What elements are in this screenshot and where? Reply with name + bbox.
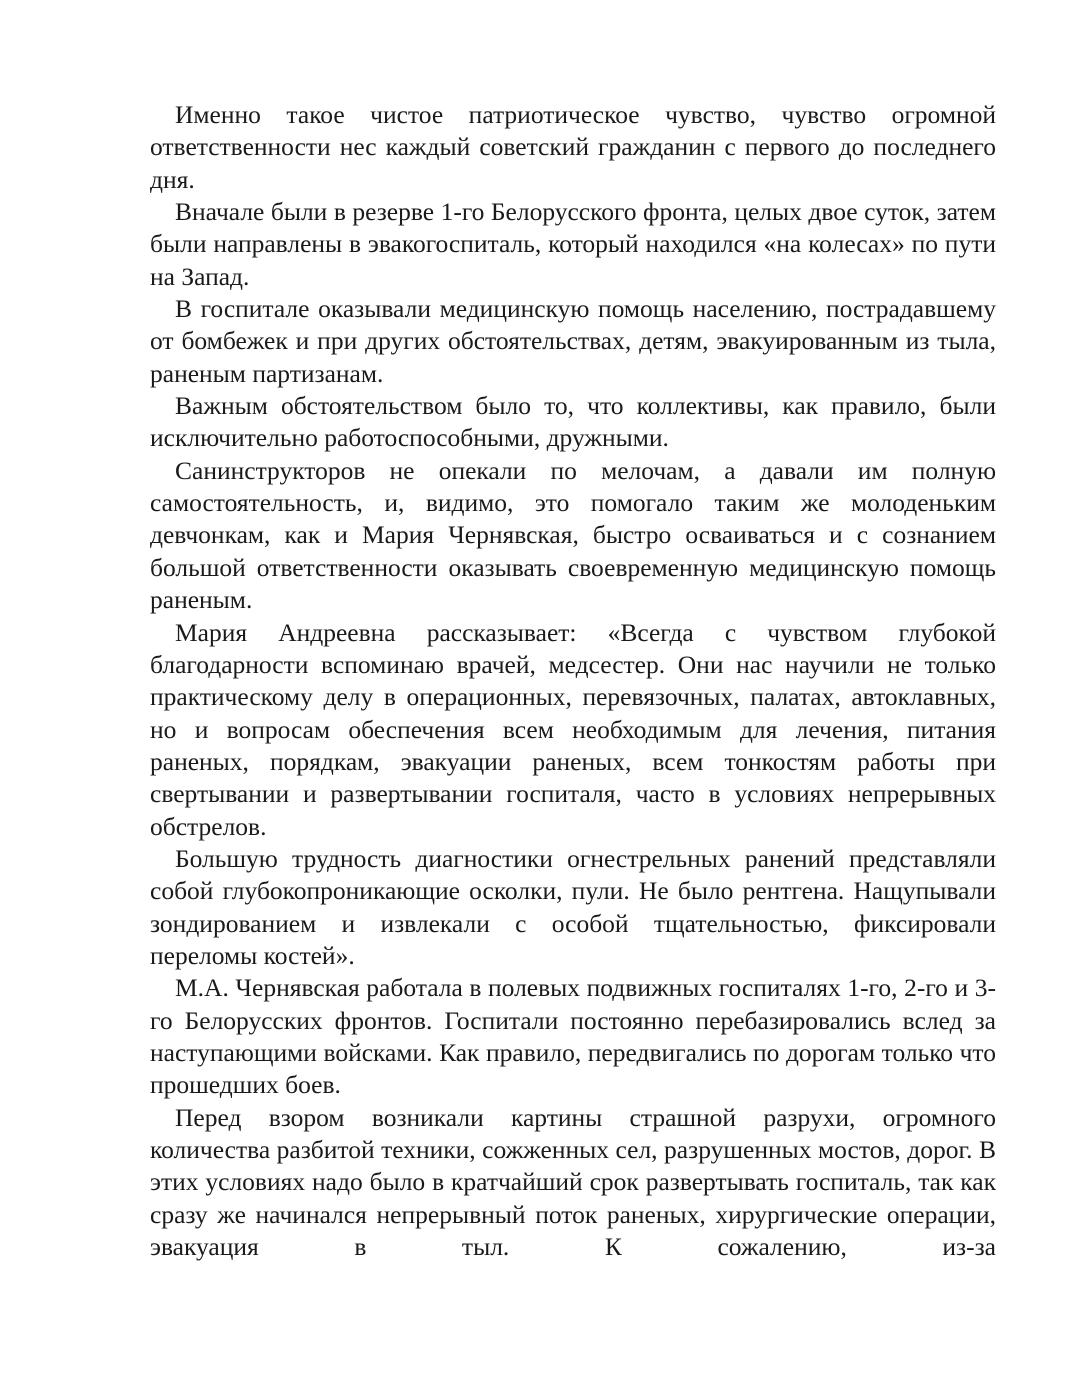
paragraph-8: М.А. Чернявская работала в полевых подвижных госпиталях 1-го, 2-го и 3-го Белорусских фронтов. Госпитали постоянно перебазировались вслед за наступающими войсками. Как правило, передвигались по дорогам только что прошедших боев.: [150, 973, 996, 1100]
paragraph-2: Вначале были в резерве 1-го Белорусского фронта, целых двое суток, затем были направлены в эвакогоспиталь, который находился «на колесах» по пути на Запад.: [150, 197, 996, 291]
paragraph-7: Большую трудность диагностики огнестрельных ранений представляли собой глубокопроникающие осколки, пули. Не было рентгена. Нащупывали зондированием и извлекали с особой тщательностью, фиксировали переломы костей».: [150, 843, 996, 970]
paragraph-1: Именно такое чистое патриотическое чувство, чувство огромной ответственности нес каждый советский гражданин с первого до последнего дня.: [150, 100, 996, 194]
paragraph-5: Санинструкторов не опекали по мелочам, а давали им полную самостоятельность, и, видимо, это помогало таким же молоденьким девчонкам, как и Мария Чернявская, быстро осваиваться и с сознанием большой ответственности оказывать своевременную медицинскую помощь раненым.: [150, 455, 996, 615]
paragraph-3: В госпитале оказывали медицинскую помощь населению, пострадавшему от бомбежек и при других обстоятельствах, детям, эвакуированным из тыла, раненым партизанам.: [150, 294, 996, 388]
document-page: [150, 99, 996, 1263]
paragraph-6: Мария Андреевна рассказывает: «Всегда с чувством глубокой благодарности вспоминаю врачей, медсестер. Они нас научили не только практическому делу в операционных, перевязочных, палатах, автоклавных, но и вопросам обеспечения всем необходимым для лечения, питания раненых, порядкам, эвакуации раненых, всем тонкостям работы при свертывании и развертывании госпиталя, часто в условиях непрерывных обстрелов.: [150, 617, 996, 841]
paragraph-9: Перед взором возникали картины страшной разрухи, огромного количества разбитой техники, сожженных сел, разрушенных мостов, дорог. В этих условиях надо было в кратчайший срок развертывать госпиталь, так как сразу же начинался непрерывный поток раненых, хирургические операции, эвакуация в тыл. К сожалению, из-за: [150, 1102, 996, 1262]
paragraph-4: Важным обстоятельством было то, что коллективы, как правило, были исключительно работоспособными, дружными.: [150, 391, 996, 453]
